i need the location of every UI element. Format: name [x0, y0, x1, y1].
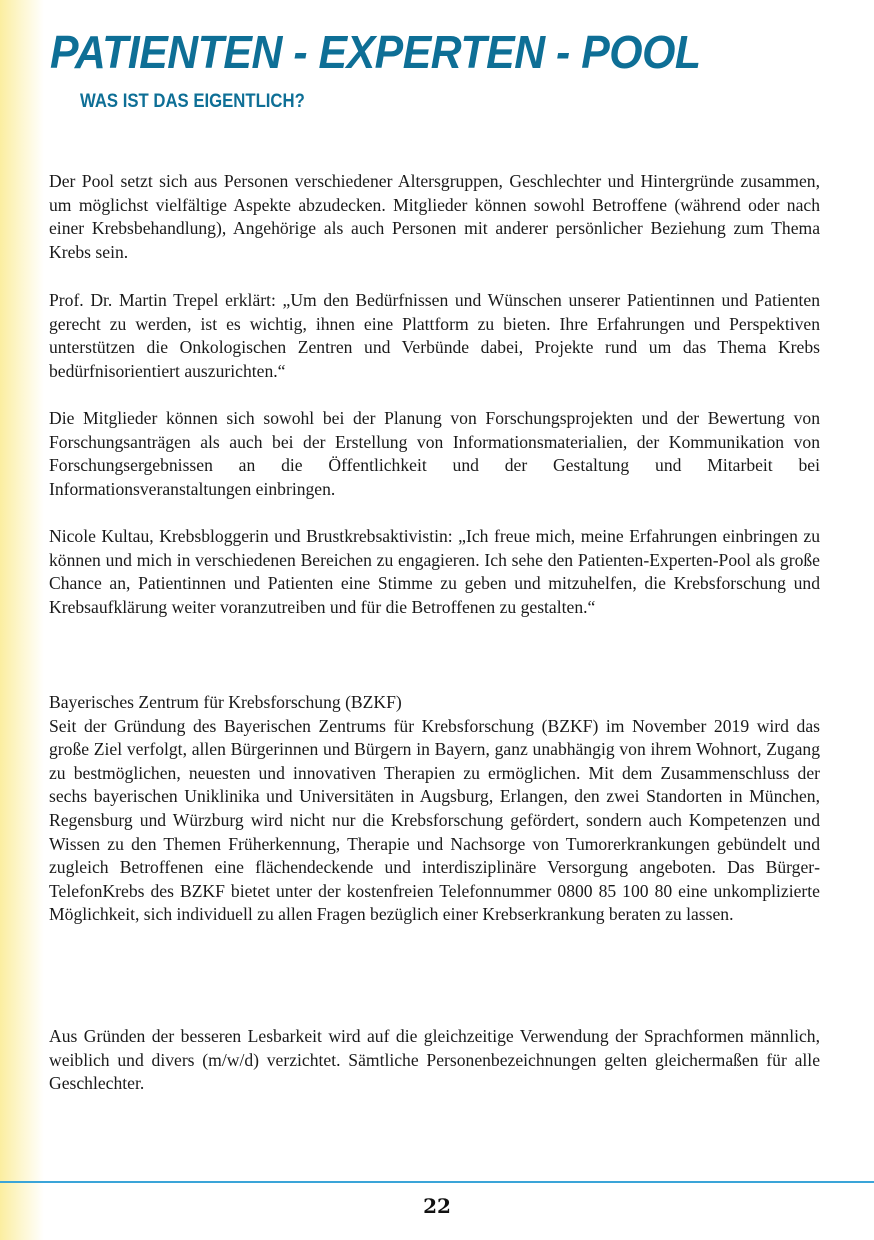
paragraph-trepel-quote [49, 289, 820, 383]
paragraph-text: Prof. Dr. Martin Trepel erklärt: „Um den Bedürfnissen und Wünschen unserer Patientinnen und Patienten gerecht zu werden, ist es wichtig, ihnen eine Plattform zu bieten. Ihre Erfahrungen und Perspektiven unterstützen die Onkologischen Zentren und Verbünde dabei, Projekte rund um das Thema Krebs bedürfnisorientiert auszurichten.“ [49, 290, 820, 381]
paragraph-kultau-quote [49, 525, 820, 619]
paragraph-text: Nicole Kultau, Krebsbloggerin und Brustkrebsaktivistin: „Ich freue mich, meine Erfahrungen einbringen zu können und mich in verschiedenen Bereichen zu engagieren. Ich sehe den Patienten-Experten-Pool als große Chance an, Patientinnen und Patienten eine Stimme zu geben und mitzuhelfen, die Krebsforschung und Krebsaufklärung weiter voranzutreiben und für die Betroffenen zu gestalten.“ [49, 526, 820, 617]
side-color-band [0, 0, 44, 1240]
page-number: 22 [423, 1194, 451, 1218]
bzkf-heading: Bayerisches Zentrum für Krebsforschung (BZKF) [49, 692, 402, 712]
bzkf-section [49, 691, 820, 927]
paragraph-member-activities [49, 407, 820, 501]
bzkf-text: Seit der Gründung des Bayerischen Zentrums für Krebsforschung (BZKF) im November 2019 wird das große Ziel verfolgt, allen Bürgerinnen und Bürgern in Bayern, ganz unabhängig von ihrem Wohnort, Zugang zu bestmöglichen, neuesten und innovativen Therapien zu ermöglichen. Mit dem Zusammenschluss der sechs bayerischen Uniklinika und Universitäten in Augsburg, Erlangen, den zwei Standorten in München, Regensburg und Würzburg wird nicht nur die Krebsforschung gefördert, sondern auch Kompetenzen und Wissen zu den Themen Früherkennung, Therapie und Nachsorge von Tumorerkrankungen gebündelt und zugleich Betroffenen eine flächendeckende und interdisziplinäre Versorgung angeboten. Das BürgerTelefonKrebs des BZKF bietet unter der kostenfreien Telefonnummer 0800 85 100 80 eine unkomplizierte Möglichkeit, sich individuell zu allen Fragen bezüglich einer Krebserkrankung beraten zu lassen. [49, 715, 820, 925]
footer-divider [0, 1181, 874, 1183]
paragraph-pool-composition [49, 170, 820, 264]
paragraph-text: Der Pool setzt sich aus Personen verschiedener Altersgruppen, Geschlechter und Hintergründe zusammen, um möglichst vielfältige Aspekte abzudecken. Mitglieder können sowohl Betroffene (während oder nach einer Krebsbehandlung), Angehörige als auch Personen mit anderer persönlicher Beziehung zum Thema Krebs sein. [49, 171, 820, 262]
disclaimer-section [49, 1025, 820, 1096]
page-title: PATIENTEN - EXPERTEN - POOL [50, 26, 701, 78]
page-subtitle: WAS IST DAS EIGENTLICH? [80, 91, 305, 112]
disclaimer-text: Aus Gründen der besseren Lesbarkeit wird auf die gleichzeitige Verwendung der Sprachformen männlich, weiblich und divers (m/w/d) verzichtet. Sämtliche Personenbezeichnungen gelten gleichermaßen für alle Geschlechter. [49, 1026, 820, 1094]
paragraph-text: Die Mitglieder können sich sowohl bei der Planung von Forschungsprojekten und der Bewertung von Forschungsanträgen als auch bei der Erstellung von Informationsmaterialien, der Kommunikation von Forschungsergebnissen an die Öffentlichkeit und der Gestaltung und Mitarbeit bei Informationsveranstaltungen einbringen. [49, 408, 820, 499]
